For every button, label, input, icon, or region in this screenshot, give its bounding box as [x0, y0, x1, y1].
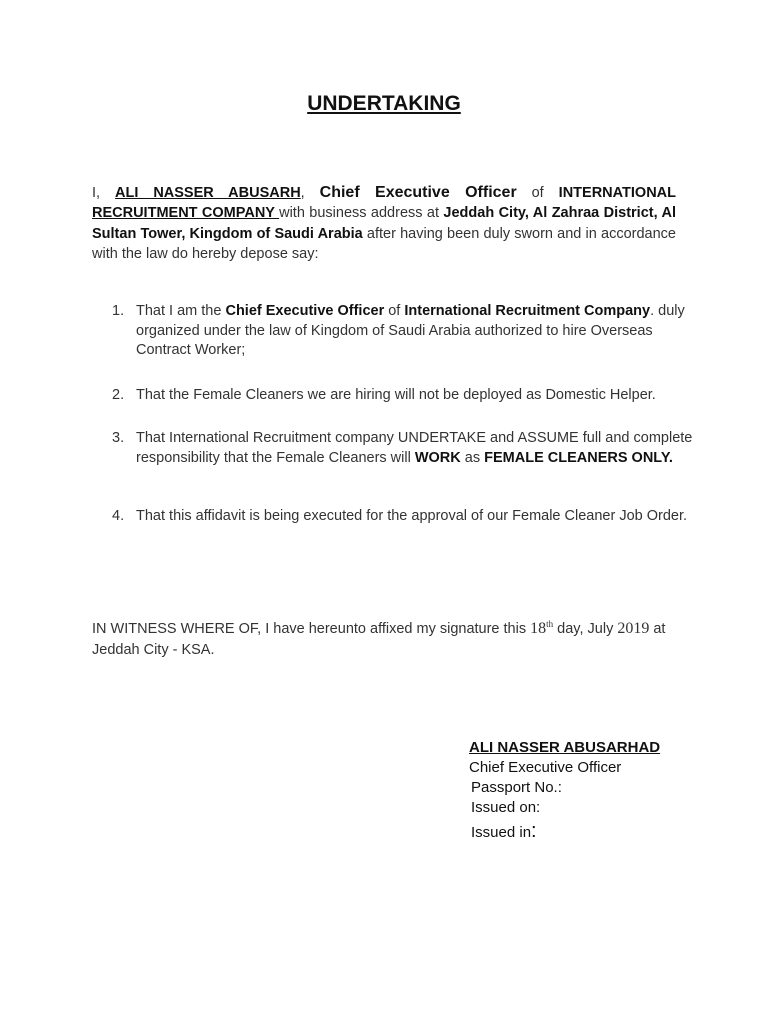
deponent-name: ALI NASSER ABUSARH	[115, 184, 301, 201]
signature-block	[469, 738, 749, 843]
witness-day-suffix: th	[546, 618, 554, 629]
company-name-part1: INTERNATIONAL	[558, 184, 677, 201]
list-item-number: 4.	[112, 508, 125, 524]
list-item	[112, 429, 706, 468]
list-item-text: of	[384, 303, 405, 319]
witness-text: IN WITNESS WHERE OF, I have hereunto affixed my signature this	[92, 620, 531, 637]
deponent-role: Chief Executive Officer	[319, 183, 517, 201]
list-item-text: as	[460, 449, 485, 466]
passport-label: Passport No.:	[471, 779, 562, 796]
company-name-part2: RECRUITMENT COMPANY	[92, 205, 280, 221]
document-title: UNDERTAKING	[307, 92, 461, 115]
list-item-bold: International Recruitment Company	[404, 303, 651, 319]
intro-of: of	[516, 184, 559, 201]
signatory-title: Chief Executive Officer	[469, 759, 622, 776]
issued-in-colon: :	[531, 820, 537, 842]
list-item-text: That the Female Cleaners we are hiring will not be deployed as Domestic Helper.	[136, 387, 656, 403]
intro-paragraph	[92, 183, 676, 265]
list-item-text: That I am the	[136, 303, 226, 319]
issued-in-label	[469, 821, 749, 843]
intro-comma: ,	[300, 184, 305, 201]
witness-day: 18	[530, 619, 547, 637]
issued-in-text: Issued in	[471, 824, 532, 841]
list-item-number: 3.	[112, 430, 125, 446]
list-item-bold: Chief Executive Officer	[225, 303, 385, 319]
list-item	[112, 302, 706, 361]
list-item-text: That International Recruitment company UNDERTAKE and ASSUME full and complete responsibility that the Female Cleaners will	[136, 430, 693, 466]
list-item-number: 1.	[112, 303, 125, 319]
list-item	[112, 507, 706, 527]
witness-paragraph	[92, 613, 692, 662]
intro-prefix: I,	[92, 184, 116, 201]
list-item	[112, 386, 706, 406]
business-address: Jeddah City, Al Zahraa District, Al Sultan Tower, Kingdom of Saudi Arabia	[92, 205, 677, 242]
intro-rest: after having been duly sworn and in accordance with the law do hereby depose say:	[92, 225, 676, 262]
list-item-number: 2.	[112, 387, 125, 403]
witness-place: at Jeddah City - KSA.	[92, 620, 666, 659]
address-prefix: with business address at	[279, 205, 444, 221]
witness-text: day, July	[553, 620, 618, 637]
signatory-name: ALI NASSER ABUSARHAD	[469, 739, 661, 756]
list-item-text: . duly organized under the law of Kingdom of Saudi Arabia authorized to hire Overseas Contract Worker;	[136, 303, 685, 358]
list-item-text: That this affidavit is being executed for the approval of our Female Cleaner Job Order.	[136, 508, 688, 524]
list-item-bold: WORK	[414, 449, 461, 466]
issued-on-label: Issued on:	[471, 799, 541, 816]
witness-year: 2019	[617, 619, 650, 637]
list-item-bold: FEMALE CLEANERS ONLY.	[484, 449, 673, 466]
